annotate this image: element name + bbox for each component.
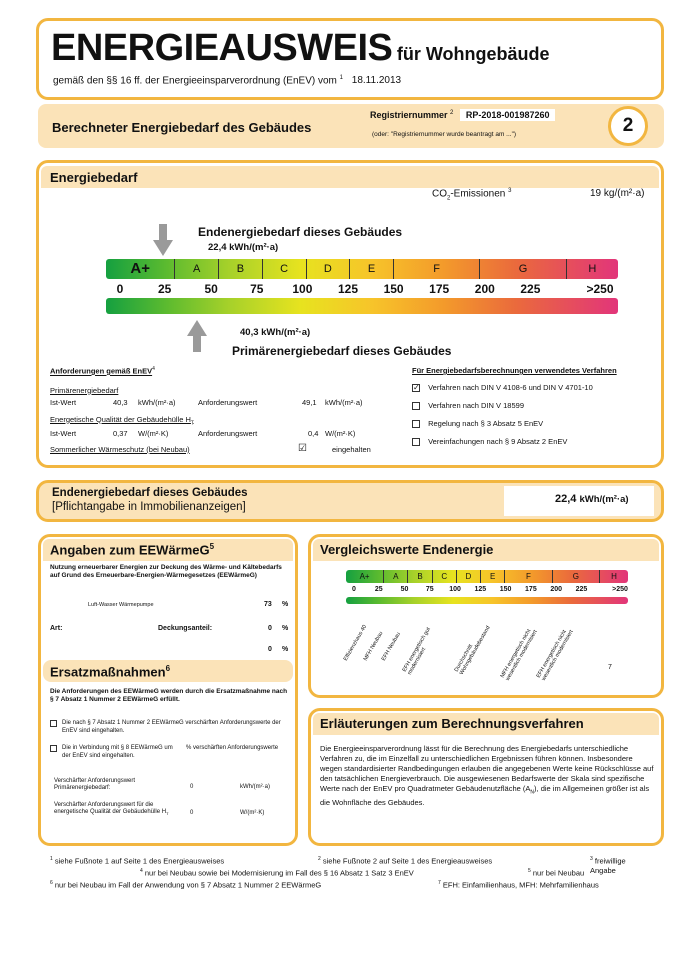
mandatory-note: [Pflichtangabe in Immobilienanzeigen] — [52, 501, 246, 513]
end-energy-arrow — [153, 224, 173, 256]
footnote-4: nur bei Neubau sowie bei Modernisierung im Fall des § 16 Absatz 1 Satz 3 EnEV — [144, 868, 414, 878]
scale-class: C — [262, 259, 306, 279]
tightened-envelope-label: Verschärfter Anforderungswert für die energetische Qualität der Gebäudehülle H — [54, 802, 167, 815]
ht-ist-value: 0,37 — [113, 429, 128, 438]
mandatory-label: Endenergiebedarf dieses Gebäudes — [52, 487, 248, 499]
eewaermeg-mark: 5 — [209, 542, 215, 551]
comparison-tick: 0 — [352, 586, 356, 593]
explanation-subscript: N — [530, 789, 535, 796]
scale-class: H — [566, 259, 618, 279]
tightened-envelope-subscript: T — [166, 811, 169, 817]
comparison-tick: >250 — [612, 586, 628, 593]
ersatz-option: Die nach § 7 Absatz 1 Nummer 2 EEWärmeG verschärften Anforderungswerte der EnEV sind eingehalten. — [62, 720, 281, 734]
benchmark-label: Effizienzhaus 40 — [342, 624, 369, 662]
comparison-class: C — [432, 570, 456, 583]
scale-class: A — [174, 259, 218, 279]
eewaermeg-intro: Nutzung erneuerbarer Energien zur Deckung des Wärme- und Kältebedarfs auf Grund des Erneuerbare-Energien-Wärmegesetzes (EEWärmeG) — [50, 564, 282, 579]
comparison-tick: 75 — [425, 586, 434, 593]
ht-requirement-label: Anforderungswert — [198, 429, 258, 438]
end-energy-unit: kWh/(m²·a) — [229, 242, 279, 253]
scale-class: D — [306, 259, 350, 279]
summer-protection-status: eingehalten — [332, 445, 371, 454]
primary-energy-label: Primärenergiebedarf dieses Gebäudes — [232, 344, 452, 358]
requirement-value: 49,1 — [302, 397, 317, 407]
section-title: Berechneter Energiebedarf des Gebäudes — [52, 120, 312, 135]
method-title: Für Energiebedarfsberechnungen verwendetes Verfahren — [412, 366, 617, 375]
renewable-type: Luft-Wasser Wärmepumpe — [88, 602, 154, 608]
comparison-scale — [346, 570, 628, 583]
primary-requirement-label: Primärenergiebedarf — [50, 385, 119, 395]
energy-scale-ticks — [116, 282, 614, 296]
benchmark-label: Durchschnitt Wohngebäudebestand — [453, 625, 492, 676]
ht-ist-label: Ist-Wert — [50, 429, 77, 438]
type-label: Art: — [50, 625, 63, 632]
comparison-tick: 50 — [400, 586, 409, 593]
envelope-subscript: T — [190, 420, 194, 426]
registration-label: Registriernummer — [370, 110, 448, 120]
ht-ist-unit: W/(m²·K) — [138, 429, 169, 438]
tick: 100 — [292, 282, 313, 296]
legal-basis: gemäß den §§ 16 ff. der Energieeinsparverordnung (EnEV) vom — [53, 75, 337, 87]
primary-energy-arrow — [187, 320, 207, 352]
tick: 0 — [116, 282, 124, 296]
comparison-tick: 175 — [525, 586, 537, 593]
co2-subscript: 2 — [447, 195, 451, 202]
document-title: ENERGIEAUSWEIS — [51, 27, 393, 69]
energiebedarf-title: Energiebedarf — [50, 170, 138, 185]
ist-label: Ist-Wert — [50, 397, 77, 407]
tick: 25 — [157, 282, 172, 296]
energy-scale — [106, 259, 618, 279]
co2-mark: 3 — [508, 188, 512, 194]
footnote-2: siehe Fußnote 2 auf Seite 1 des Energieausweises — [322, 856, 493, 866]
comparison-tick: 125 — [474, 586, 487, 593]
ist-unit: kWh/(m²·a) — [138, 397, 176, 407]
end-energy-value: 22,4 — [208, 242, 227, 253]
comparison-tick: 25 — [374, 586, 383, 593]
method-label: Verfahren nach DIN V 18599 — [428, 401, 524, 411]
benchmark-label: EFH energetisch gut modernisiert — [401, 626, 432, 676]
renewable-share: 0 — [268, 646, 272, 653]
ist-value: 40,3 — [113, 397, 128, 407]
method-row — [412, 419, 662, 428]
registration-number: RP-2018-001987260 — [460, 109, 556, 121]
scale-class: A+ — [130, 260, 150, 277]
requirements-title: Anforderungen gemäß EnEV — [50, 366, 153, 376]
tightened-envelope-unit: W/(m²·K) — [240, 810, 265, 816]
method-label: Vereinfachungen nach § 9 Absatz 2 EnEV — [428, 437, 568, 447]
tightened-envelope-value: 0 — [190, 810, 194, 816]
primary-energy-value: 40,3 — [240, 327, 259, 338]
ersatz-option: Die in Verbindung mit § 8 EEWärmeG um % verschärften Anforderungswerte der EnEV sind eingehalten. — [62, 745, 280, 759]
requirements-mark: 4 — [152, 366, 155, 372]
tightened-primary-value: 0 — [190, 784, 194, 790]
ersatz-mark: 6 — [165, 664, 171, 673]
method-checkbox[interactable]: ✓ — [413, 383, 420, 393]
tick: 125 — [337, 282, 359, 296]
comparison-ticks — [352, 586, 628, 596]
comparison-class: B — [407, 570, 431, 583]
method-label: Verfahren nach DIN V 4108-6 und DIN V 4701-10 — [428, 383, 593, 392]
scale-class: B — [218, 259, 262, 279]
footnote-6: nur bei Neubau im Fall der Anwendung von § 7 Absatz 1 Nummer 2 EEWärmeG — [54, 880, 322, 890]
comparison-class: E — [480, 570, 504, 583]
tightened-primary-label: Verschärfter Anforderungswert Primärenergiebedarf: — [54, 778, 136, 791]
erlaeuterungen-title: Erläuterungen zum Berechnungsverfahren — [320, 716, 584, 731]
primary-energy-unit: kWh/(m²·a) — [261, 327, 311, 338]
renewable-share-unit: % — [282, 625, 289, 632]
benchmark-label: EFH energetisch nicht wesentlich modernisiert — [535, 629, 575, 682]
scale-class: G — [479, 259, 565, 279]
renewable-share-unit: % — [282, 646, 289, 653]
footnote-7: EFH: Einfamilienhaus, MFH: Mehrfamilienhaus — [442, 880, 599, 890]
share-label: Deckungsanteil: — [158, 625, 213, 632]
benchmark-label: MFH energetisch nicht wesentlich modernisiert — [499, 628, 539, 682]
enev-date: 18.11.2013 — [351, 75, 402, 87]
mandatory-value: 22,4 — [555, 493, 577, 505]
co2-value: 19 — [590, 188, 602, 199]
method-checkbox[interactable] — [412, 438, 420, 446]
comparison-class: A+ — [359, 572, 370, 581]
page-number: 2 — [608, 106, 648, 146]
explanation-text-end: ), die im Allgemeinen größer ist als die Wohnfläche des Gebäudes. — [320, 784, 650, 807]
requirement-unit: kWh/(m²·a) — [325, 397, 363, 407]
footnotes: $^1$ siehe Fußnote 1 auf Seite 1 des Energieausweises $^2$ siehe Fußnote 2 auf Seite 1 des Energieausweises $^3$ freiwillige Angabe $^4$ nur bei Neubau sowie bei Modernisierung im Fall des § 16 Absatz 1 Satz 3 EnEV $^5$ nur bei Neubau $^6$ nur bei Neubau im Fall der Anwendung von § 7 Absatz 1 Nummer 2 EEWärmeG $^7$ EFH: Einfamilienhaus, MFH: Mehrfamilienhaus — [50, 856, 626, 890]
comparison-tick: 150 — [499, 586, 512, 593]
summer-protection-checkbox[interactable]: ☑ — [298, 443, 307, 454]
end-energy-label: Endenergiebedarf dieses Gebäudes — [198, 225, 403, 239]
mandatory-unit: kWh/(m²·a) — [579, 494, 629, 505]
footnote-5: nur bei Neubau — [532, 868, 585, 878]
method-checkbox[interactable] — [412, 420, 420, 428]
comparison-tick: 200 — [550, 586, 562, 593]
comparison-class: H — [599, 570, 628, 583]
energy-scale-lower — [106, 298, 618, 314]
renewable-share: 0 — [268, 625, 272, 632]
comparison-tick: 225 — [575, 586, 588, 593]
method-label: Regelung nach § 3 Absatz 5 EnEV — [428, 419, 544, 429]
comparison-tick: 100 — [449, 586, 461, 593]
tick: >250 — [586, 282, 614, 296]
tightened-primary-unit: kWh/(m²·a) — [240, 784, 270, 790]
comparison-benchmarks — [340, 606, 640, 682]
footnote-1: siehe Fußnote 1 auf Seite 1 des Energieausweises — [54, 856, 225, 866]
co2-label: CO — [432, 188, 447, 200]
co2-label-rest: -Emissionen — [450, 188, 506, 200]
header-box — [36, 18, 664, 100]
renewable-share: 73 — [264, 601, 272, 608]
tick: 200 — [474, 282, 495, 296]
comparison-scale-lower — [346, 597, 628, 604]
registration-mark: 2 — [450, 110, 454, 116]
footnote-3: freiwillige Angabe — [590, 856, 626, 875]
vergleich-title: Vergleichswerte Endenergie — [320, 542, 494, 557]
comparison-mark: 7 — [608, 664, 612, 671]
registration-note: (oder: "Registriernummer wurde beantragt am ...") — [372, 131, 517, 138]
comparison-class: A — [383, 570, 407, 583]
ersatz-intro: Die Anforderungen des EEWärmeG werden durch die Ersatzmaßnahme nach § 7 Absatz 1 Nummer 2 EEWärmeG erfüllt. — [50, 688, 288, 703]
comparison-class: F — [504, 570, 551, 583]
renewable-share-unit: % — [282, 601, 289, 608]
method-row — [412, 437, 662, 446]
ersatz-option-checkbox[interactable] — [50, 745, 57, 752]
ersatz-title: Ersatzmaßnahmen — [50, 664, 166, 680]
scale-class: F — [393, 259, 479, 279]
benchmark-label: EFH Neubau — [380, 631, 402, 662]
explanation-text: Die Energieeinsparverordnung lässt für die Berechnung des Energiebedarfs unterschiedliche Verfahren zu, die im Einzelfall zu unterschiedlichen Ergebnissen führen können. Insbesondere wegen standardisierter Randbedingungen erlauben die angegebenen Werte keine Rückschlüsse auf den tatsächlichen Energieverbrauch. Die ausgewiesenen Bedarfswerte der Skala sind spezifische Werte nach der EnEV pro Quadratmeter Gebäudenutzfläche (A — [320, 744, 654, 793]
envelope-quality-label: Energetische Qualität der Gebäudehülle H — [50, 414, 191, 424]
scale-class: E — [349, 259, 393, 279]
method-row — [412, 383, 662, 392]
eewaermeg-title: Angaben zum EEWärmeG — [50, 542, 210, 558]
ht-requirement-value: 0,4 — [308, 429, 319, 438]
tick: 75 — [250, 282, 264, 296]
tick: 175 — [429, 282, 450, 296]
requirement-label: Anforderungswert — [198, 397, 258, 407]
co2-unit: kg/(m²·a) — [603, 188, 645, 199]
method-checkbox[interactable] — [412, 402, 420, 410]
ersatz-option-checkbox[interactable] — [50, 720, 57, 727]
ht-requirement-unit: W/(m²·K) — [325, 429, 356, 438]
method-row — [412, 401, 662, 410]
benchmark-label: MFH Neubau — [362, 630, 385, 662]
summer-protection-label: Sommerlicher Wärmeschutz (bei Neubau) — [50, 445, 190, 454]
document-subtitle: für Wohngebäude — [396, 44, 550, 64]
tick: 225 — [520, 282, 541, 296]
tick: 150 — [383, 282, 404, 296]
footnote-mark: 1 — [339, 75, 343, 81]
tick: 50 — [204, 282, 218, 296]
comparison-class: D — [456, 570, 480, 583]
comparison-class: G — [552, 570, 599, 583]
